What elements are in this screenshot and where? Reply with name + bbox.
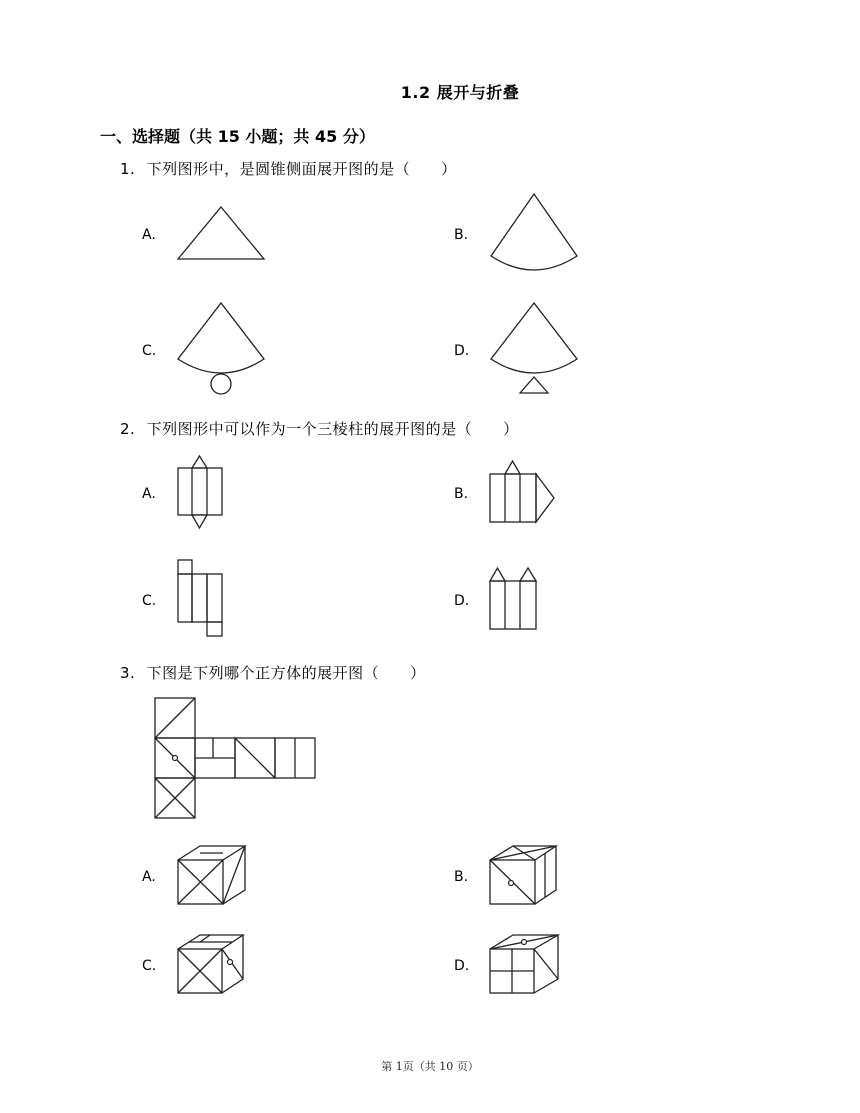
q3-option-c-label[interactable]: C. — [142, 958, 157, 974]
q1-option-b-label[interactable]: B. — [454, 227, 469, 243]
page-title: 1.2 展开与折叠 — [400, 83, 520, 102]
question-number: 1. — [120, 160, 136, 178]
q1-option-d-label[interactable]: D. — [454, 343, 470, 359]
q3-option-d-label[interactable]: D. — [454, 958, 470, 974]
q1-option-a-label[interactable]: A. — [142, 227, 156, 243]
section-heading: 一、选择题（共 15 小题；共 45 分） — [100, 127, 375, 146]
page-footer: 第 1页（共 10 页） — [381, 1060, 479, 1073]
question-text: 下列图形中可以作为一个三棱柱的展开图的是（ ） — [146, 420, 519, 438]
question-number: 3. — [120, 664, 136, 682]
q3-option-a-label[interactable]: A. — [142, 869, 156, 885]
q2-option-b-label[interactable]: B. — [454, 486, 469, 502]
q3-option-b-label[interactable]: B. — [454, 869, 469, 885]
q2-option-d-label[interactable]: D. — [454, 593, 470, 609]
question-text: 下图是下列哪个正方体的展开图（ ） — [146, 664, 426, 682]
q2-option-c-label[interactable]: C. — [142, 593, 157, 609]
question-text: 下列图形中，是圆锥侧面展开图的是（ ） — [146, 160, 457, 178]
question-number: 2. — [120, 420, 136, 438]
q2-option-a-label[interactable]: A. — [142, 486, 156, 502]
q1-option-c-label[interactable]: C. — [142, 343, 157, 359]
